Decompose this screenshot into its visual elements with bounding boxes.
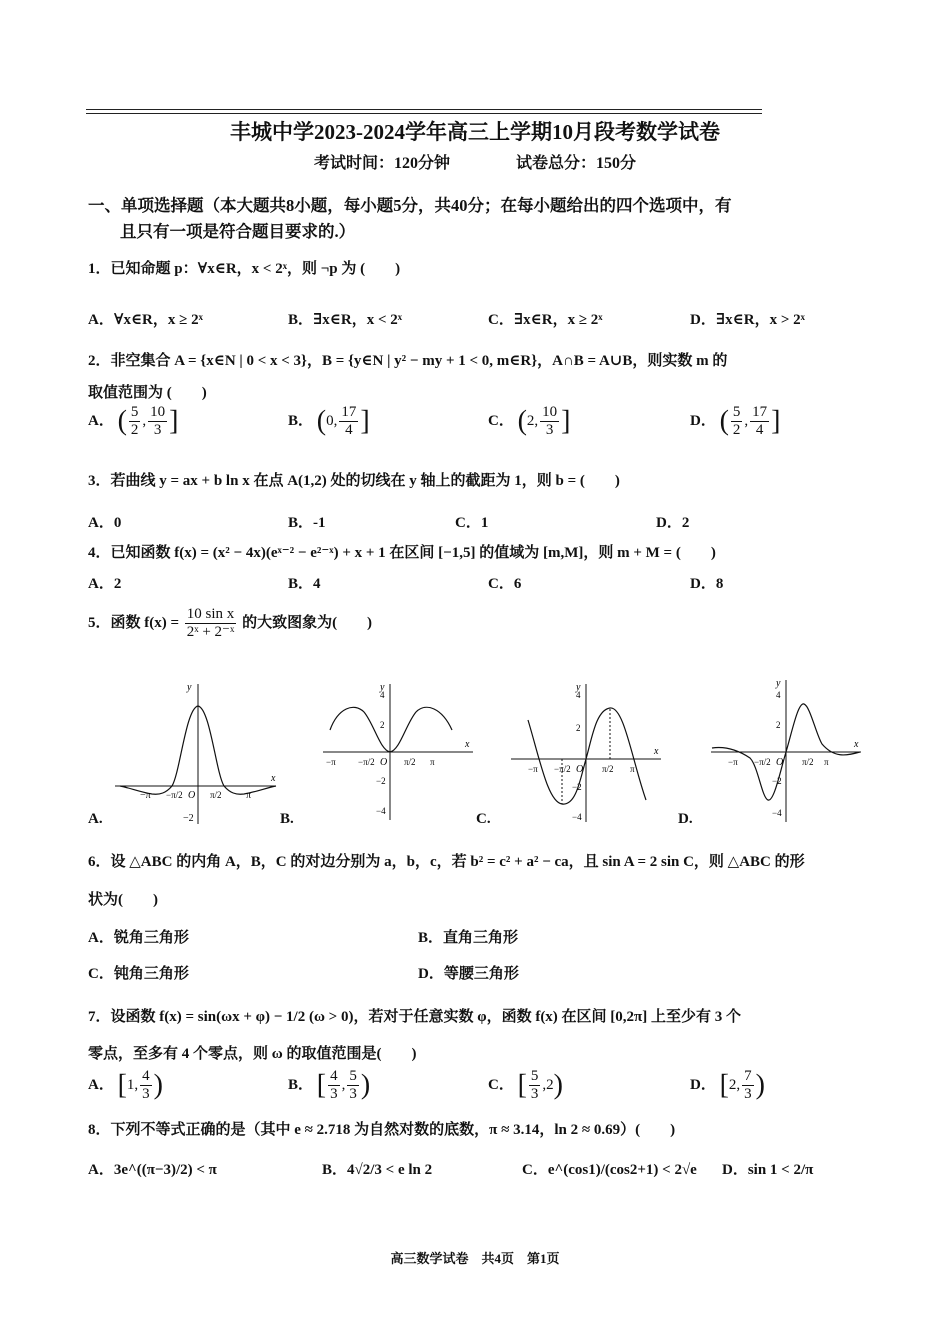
q5-stem	[88, 606, 372, 641]
header-rule-bottom	[86, 113, 762, 114]
q5-numerator: 10 sin x	[186, 606, 235, 622]
q5c-y-label: y	[576, 682, 581, 693]
q5-denominator: 2ˣ + 2⁻ˣ	[186, 624, 235, 640]
q2-option-a: A． ( $\frac{5}{2}$ , $\frac{10}{3}$ ]	[88, 404, 179, 438]
q7-option-b: B． [ $\frac{4}{3}$ , $\frac{5}{3}$ )	[288, 1068, 371, 1102]
q5c-half-pi: π/2	[602, 764, 614, 774]
q3-option-d: D．2	[656, 515, 690, 531]
q5d-yneg2: −2	[772, 776, 782, 786]
q5d-y-label: y	[776, 678, 781, 689]
q5a-half-pi: π/2	[210, 790, 222, 800]
q7-option-b-label: B．	[288, 1076, 314, 1093]
section-heading-line2: 且只有一项是符合题目要求的.）	[120, 222, 356, 241]
q5-label-c: C.	[476, 811, 491, 827]
q5-stem-prefix: 5．函数 f(x) =	[88, 614, 180, 631]
q5a-y-label: y	[187, 682, 192, 693]
page-footer: 高三数学试卷 共4页 第1页	[390, 1251, 560, 1266]
section-heading-line1: 一、单项选择题（本大题共8小题，每小题5分，共40分；在每小题给出的四个选项中，有	[88, 196, 732, 215]
q5b-x-label: x	[465, 739, 470, 750]
q2-option-c-label: C．	[488, 412, 514, 429]
q5a-y-neg2: −2	[183, 813, 194, 824]
q5d-neg-half-pi: −π/2	[754, 757, 771, 767]
q5d-y2: 2	[776, 720, 781, 730]
q5b-origin: O	[380, 757, 388, 768]
q5c-neg-half-pi: −π/2	[554, 764, 571, 774]
q1-option-b: B．∃x∈R，x < 2ˣ	[288, 312, 403, 328]
q5c-x-label: x	[654, 746, 659, 757]
q8-option-a: A．3e^((π−3)/2) < π	[88, 1162, 217, 1178]
q7-stem-line2: 零点，至多有 4 个零点，则 ω 的取值范围是( )	[88, 1046, 417, 1062]
q5d-neg-pi: −π	[728, 757, 738, 767]
q6-option-b: B．直角三角形	[418, 930, 519, 946]
q8-option-b: B．4√2/3 < e ln 2	[322, 1162, 433, 1178]
header-rule-top	[86, 109, 762, 110]
exam-info	[0, 150, 950, 173]
q5a-origin: O	[188, 790, 196, 801]
q4-option-a: A．2	[88, 576, 122, 592]
q7-option-d-label: D．	[690, 1076, 716, 1093]
q5c-yneg2: −2	[572, 782, 582, 792]
q1-stem: 1．已知命题 p：∀x∈R，x < 2ˣ，则 ¬p 为 ( )	[88, 261, 401, 277]
q2-stem-line2: 取值范围为 ( )	[88, 385, 207, 401]
exam-time: 考试时间：120分钟	[313, 155, 450, 172]
q2-option-c: C． (2, $\frac{10}{3}$ ]	[488, 404, 571, 438]
q5c-y2: 2	[576, 723, 581, 733]
q7-option-d: D． [2, $\frac{7}{3}$ )	[690, 1068, 765, 1102]
q5b-neg-half-pi: −π/2	[358, 757, 375, 767]
q5d-origin: O	[776, 757, 784, 768]
q5d-x-label: x	[854, 739, 859, 750]
q1-option-d: D．∃x∈R，x > 2ˣ	[690, 312, 805, 328]
q5d-y4: 4	[776, 690, 781, 700]
q2-option-d-label: D．	[690, 412, 716, 429]
q2-option-b: B． (0, $\frac{17}{4}$ ]	[288, 404, 370, 438]
q5-graph-d	[706, 676, 866, 826]
q5-label-a: A.	[88, 811, 103, 827]
q4-option-c: C．6	[488, 576, 522, 592]
q5b-y2: 2	[380, 720, 385, 730]
q6-option-c: C．钝角三角形	[88, 966, 189, 982]
q2-option-a-label: A．	[88, 412, 114, 429]
q5a-neg-pi: −π	[140, 790, 151, 801]
q7-option-c-label: C．	[488, 1076, 514, 1093]
q7-option-a: A． [1, $\frac{4}{3}$ )	[88, 1068, 163, 1102]
q3-option-b: B．-1	[288, 515, 326, 531]
q5b-half-pi: π/2	[404, 757, 416, 767]
q5b-yneg2: −2	[376, 776, 386, 786]
q5d-yneg4: −4	[772, 808, 782, 818]
q5c-origin: O	[576, 764, 584, 775]
q8-option-c: C．e^(cos1)/(cos2+1) < 2√e	[522, 1162, 697, 1178]
q5b-y-label: y	[380, 682, 385, 693]
q2-stem-line1: 2．非空集合 A = {x∈N | 0 < x < 3}，B = {y∈N | y² − my + 1 < 0, m∈R}，A∩B = A∪B，则实数 m 的	[88, 353, 728, 369]
q6-stem-line2: 状为( )	[88, 892, 158, 908]
q5b-neg-pi: −π	[326, 757, 336, 767]
q2-option-d: D． ( $\frac{5}{2}$ , $\frac{17}{4}$ ]	[690, 404, 781, 438]
q5c-neg-pi: −π	[528, 764, 538, 774]
q5-graph-b	[318, 680, 478, 825]
q4-option-d: D．8	[690, 576, 724, 592]
q8-stem: 8．下列不等式正确的是（其中 e ≈ 2.718 为自然对数的底数，π ≈ 3.14，ln 2 ≈ 0.69）( )	[88, 1122, 676, 1138]
q6-option-d: D．等腰三角形	[418, 966, 519, 982]
q5c-y4: 4	[576, 690, 581, 700]
q5a-neg-half-pi: −π/2	[166, 790, 183, 800]
q5d-pi: π	[824, 757, 829, 767]
q4-option-b: B．4	[288, 576, 321, 592]
page-title: 丰城中学2023-2024学年高三上学期10月段考数学试卷	[230, 120, 720, 144]
q5b-yneg4: −4	[376, 806, 386, 816]
q5-graph-a	[110, 678, 280, 828]
q5-graph-c	[506, 680, 666, 825]
q7-stem-line1: 7．设函数 f(x) = sin(ωx + φ) − 1/2 (ω > 0)，若对于任意实数 φ，函数 f(x) 在区间 [0,2π] 上至少有 3 个	[88, 1009, 742, 1025]
q1-option-c: C．∃x∈R，x ≥ 2ˣ	[488, 312, 603, 328]
q5-label-d: D.	[678, 811, 693, 827]
q3-stem: 3．若曲线 y = ax + b ln x 在点 A(1,2) 处的切线在 y 轴上的截距为 1，则 b = ( )	[88, 473, 620, 489]
total-score: 试卷总分：150分	[516, 155, 637, 172]
q5-stem-suffix: 的大致图象为( )	[242, 614, 373, 631]
q4-stem: 4．已知函数 f(x) = (x² − 4x)(eˣ⁻² − e²⁻ˣ) + x + 1 在区间 [−1,5] 的值域为 [m,M]，则 m + M = ( )	[88, 545, 716, 561]
q7-option-c: C． [ $\frac{5}{3}$ ,2)	[488, 1068, 563, 1102]
q5a-pi: π	[246, 790, 252, 801]
q3-option-c: C．1	[455, 515, 489, 531]
q5b-pi: π	[430, 757, 435, 767]
q1-option-a: A．∀x∈R，x ≥ 2ˣ	[88, 312, 203, 328]
q5d-half-pi: π/2	[802, 757, 814, 767]
q3-option-a: A．0	[88, 515, 122, 531]
q7-option-a-label: A．	[88, 1076, 114, 1093]
q6-option-a: A．锐角三角形	[88, 930, 189, 946]
q5c-yneg4: −4	[572, 812, 582, 822]
q5-label-b: B.	[280, 811, 294, 827]
q2-option-b-label: B．	[288, 412, 314, 429]
q8-option-d: D．sin 1 < 2/π	[722, 1162, 814, 1178]
q6-stem-line1: 6．设 △ABC 的内角 A，B，C 的对边分别为 a，b，c，若 b² = c² + a² − ca，且 sin A = 2 sin C，则 △ABC 的形	[88, 854, 805, 870]
q5c-pi: π	[630, 764, 635, 774]
q5a-x-label: x	[271, 773, 276, 784]
q5b-y4: 4	[380, 690, 385, 700]
